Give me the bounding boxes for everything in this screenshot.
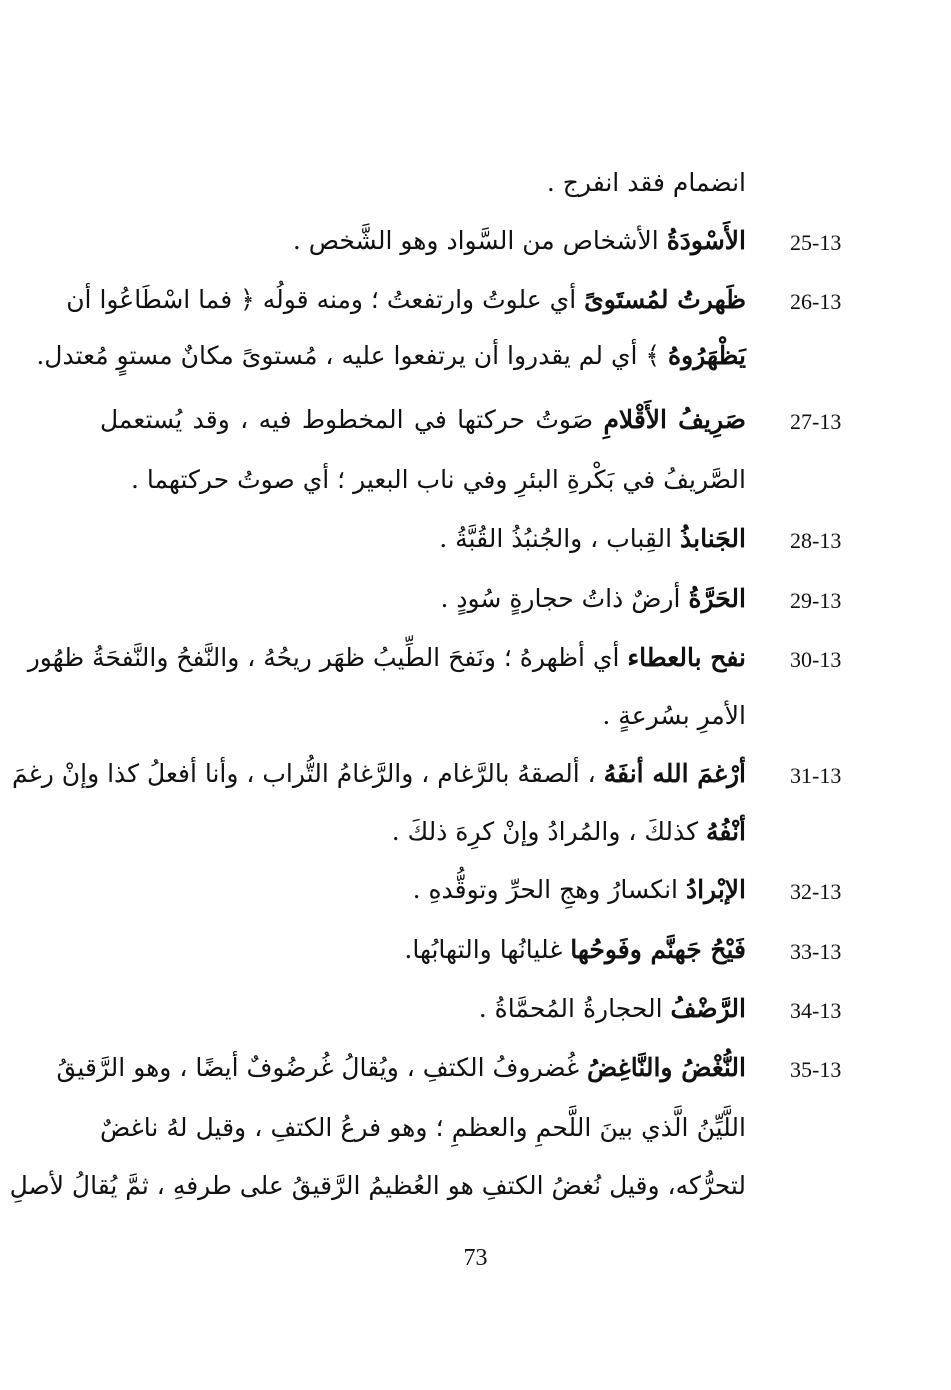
text-line: الصَّريفُ في بَكْرةِ البئرِ وفي ناب البعير ؛ أي صوتُ حركتهما . [130,465,746,494]
entry-term: النُّغْضُ والنَّاغِضُ [587,1053,746,1082]
text-line: الأمرِ بسُرعةٍ . [602,701,746,730]
entry-number: 31-13 [790,763,842,788]
entry-term: الأَسْودَةُ [666,226,746,255]
page-number: 73 [463,1245,488,1271]
entry-number: 35-13 [790,1057,842,1082]
text-line: الجَنابذُ القِباب ، والجُنبُذُ القُبَّةُ . [439,524,746,553]
entry-number: 26-13 [790,289,842,314]
entry-term: فَيْحُ جَهنَّم وفَوحُها [570,935,746,964]
text-line: الحَرَّةُ أرضٌ ذاتُ حجارةٍ سُودٍ . [440,584,746,613]
entry-number: 30-13 [790,647,842,672]
text-line: انضمام فقد انفرج . [546,168,746,197]
entry-number: 29-13 [790,588,842,613]
entry-term: صَرِيفُ الأَقْلامِ [603,405,746,434]
text-line: أنْفُهُ كذلكَ ، والمُرادُ وإنْ كرِهَ ذلكَ . [391,817,746,846]
entry-number: 34-13 [790,998,842,1023]
text-line: أرْغمَ الله أنفَهُ ، ألصقهُ بالرَّغام ، والرَّغامُ التُّراب ، وأنا أفعلُ كذا وإنْ رغمَ [12,759,746,788]
entry-term: أرْغمَ الله أنفَهُ [603,759,746,788]
text-line: اللَّيِّنُ الَّذي بينَ اللَّحمِ والعظمِ ؛ وهو فرعُ الكتفِ ، وقيل لهُ ناغضٌ [100,1113,746,1142]
entry-number: 27-13 [790,409,842,434]
entry-term: الرَّضْفُ [670,994,746,1023]
entry-term: الحَرَّةُ [688,584,746,613]
entry-number: 32-13 [790,879,842,904]
text-line: لتحرُّكه، وقيل نُغضُ الكتفِ هو العُظيمُ الرَّقيقُ على طرفهِ ، ثمَّ يُقالُ لأصلِ [9,1171,746,1200]
text-line: الإبْرادُ انكسارُ وهجِ الحرِّ وتوقُّدهِ . [412,875,746,904]
entry-term: ظَهرتُ لمُستَوىً [584,285,746,314]
text-line: ظَهرتُ لمُستَوىً أي علوتُ وارتفعتُ ؛ ومنه قولُه ﴿ فما اسْطَاعُوا أن [66,285,746,314]
entry-term: الجَنابذُ [680,524,746,553]
text-line: الرَّضْفُ الحجارةُ المُحمَّاةُ . [478,994,746,1023]
text-line: النُّغْضُ والنَّاغِضُ غُضروفُ الكتفِ ، ويُقالُ غُرضُوفٌ أيضًا ، وهو الرَّقيقُ [56,1053,746,1082]
entry-number: 28-13 [790,528,842,553]
text-line: صَرِيفُ الأَقْلامِ صَوتُ حركتها في المخطوط فيه ، وقد يُستعمل [100,405,746,434]
entry-term: الإبْرادُ [685,875,746,904]
text-line: نفح بالعطاء أي أظهرهُ ؛ ونَفحَ الطِّيبُ ظهَر ريحُهُ ، والنَّفحُ والنَّفحَةُ ظهُور [27,643,746,672]
entry-term: نفح بالعطاء [627,643,746,672]
entry-number: 25-13 [790,230,842,255]
text-line: فَيْحُ جَهنَّم وفَوحُها غليانُها والتهابُها. [404,935,746,964]
text-line: يَظْهَرُوهُ ﴾ أي لم يقدروا أن يرتفعوا عليه ، مُستوىً مكانٌ مستوٍ مُعتدل. [36,341,746,370]
text-line: الأَسْودَةُ الأشخاص من السَّواد وهو الشَّخص . [292,226,746,255]
entry-number: 33-13 [790,939,842,964]
